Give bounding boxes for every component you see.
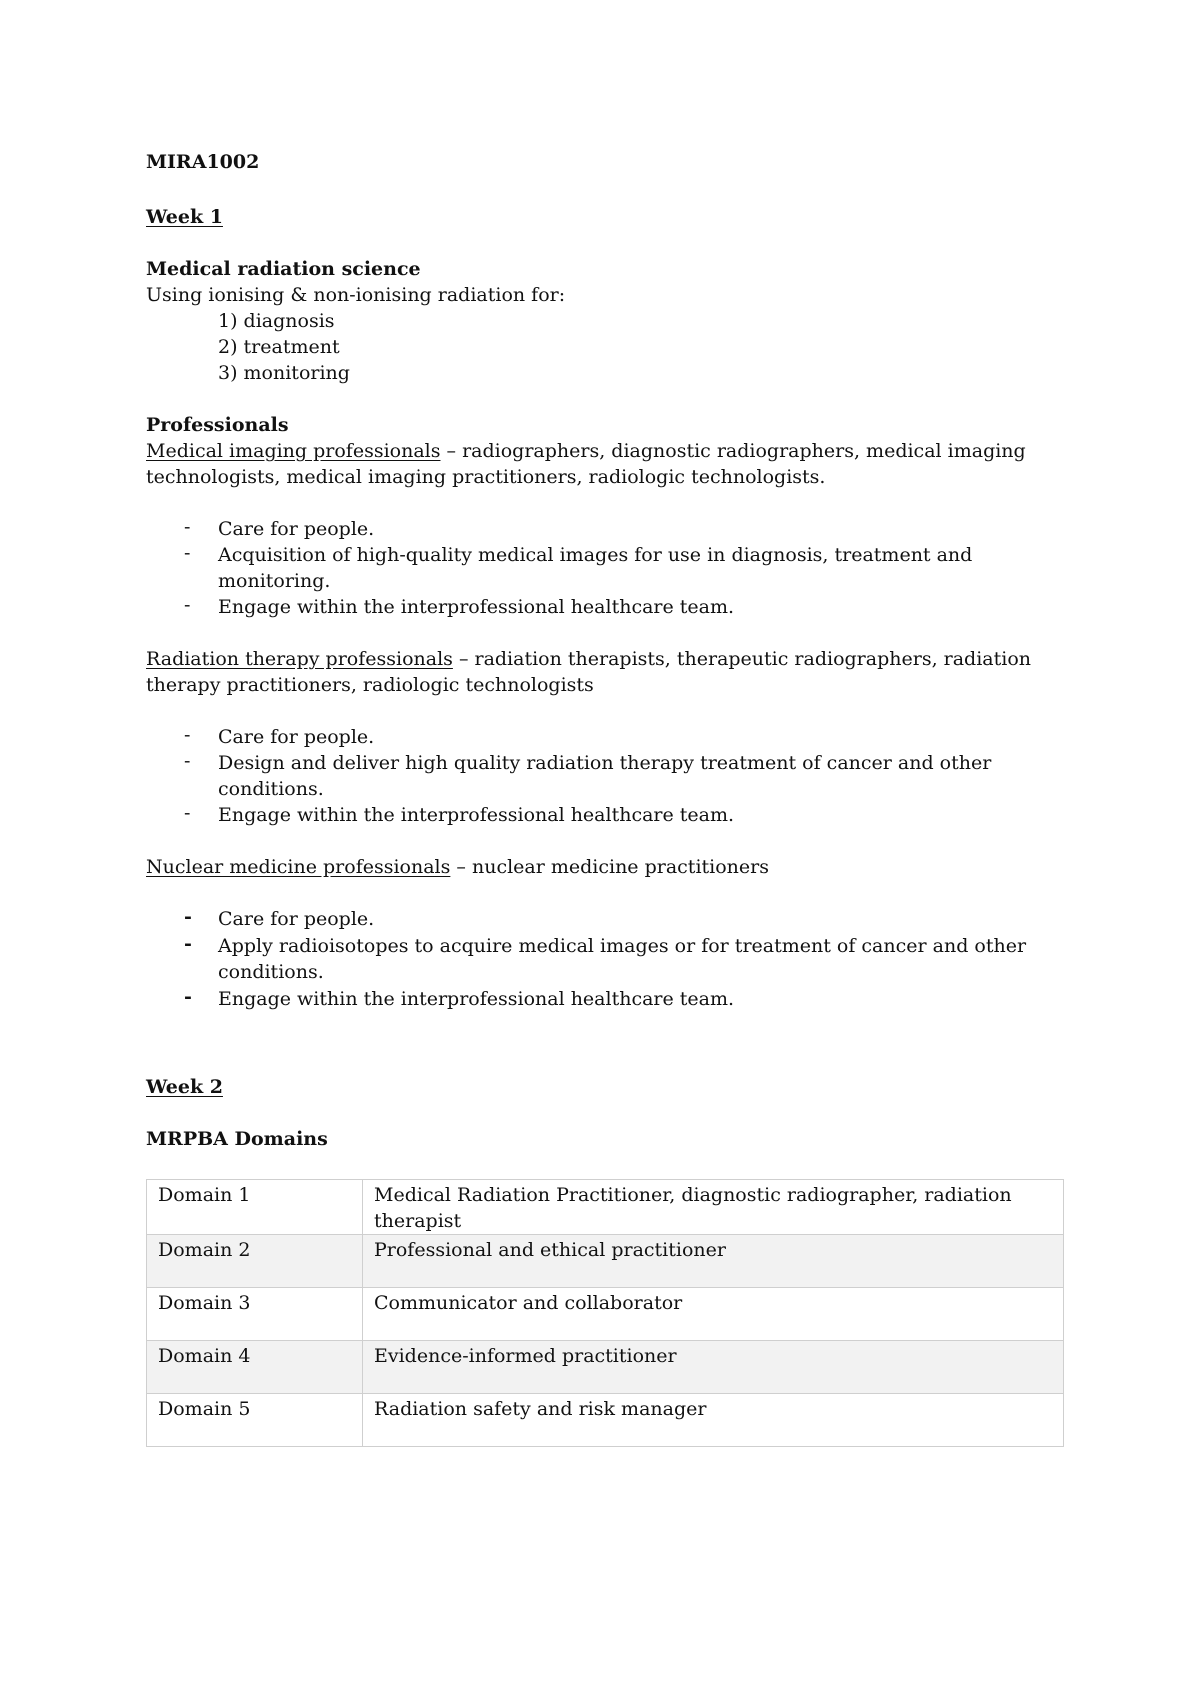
- table-cell-domain: Domain 5: [147, 1394, 363, 1447]
- table-row: [147, 1180, 1064, 1235]
- uses-intro: Using ionising & non-ionising radiation for:: [146, 284, 566, 306]
- group-title: Radiation therapy professionals: [146, 648, 453, 670]
- list-item-text: Acquisition of high-quality medical images for use in diagnosis, treatment and monitoring.: [218, 544, 973, 592]
- table-row: [147, 1288, 1064, 1341]
- bullet-dash: -: [184, 906, 192, 928]
- list-item-text: Engage within the interprofessional healthcare team.: [218, 596, 735, 618]
- list-item-text: Apply radioisotopes to acquire medical images or for treatment of cancer and other conditions.: [218, 935, 1027, 983]
- group-roles-continued: technologists, medical imaging practitioners, radiologic technologists.: [146, 466, 826, 488]
- group-description: [146, 646, 1031, 672]
- table-row: [147, 1394, 1064, 1447]
- week2-heading: Week 2: [146, 1076, 223, 1098]
- table-cell-description: Communicator and collaborator: [363, 1288, 1064, 1341]
- table-cell-domain: Domain 2: [147, 1235, 363, 1288]
- bullet-dash: -: [184, 802, 191, 824]
- bullet-dash: -: [184, 750, 191, 772]
- list-item-text: Engage within the interprofessional healthcare team.: [218, 804, 735, 826]
- table-cell-domain: Domain 4: [147, 1341, 363, 1394]
- group-roles: – nuclear medicine practitioners: [450, 856, 769, 878]
- bullet-dash: -: [184, 986, 192, 1008]
- week1-heading: Week 1: [146, 206, 223, 228]
- group-roles-continued: therapy practitioners, radiologic technologists: [146, 674, 594, 696]
- use-item: 2) treatment: [218, 336, 340, 358]
- list-item-text: Design and deliver high quality radiation therapy treatment of cancer and other conditions.: [218, 752, 992, 800]
- list-item-text: Care for people.: [218, 726, 375, 748]
- bullet-dash: -: [184, 516, 191, 538]
- table-cell-description: Evidence-informed practitioner: [363, 1341, 1064, 1394]
- bullet-dash: -: [184, 724, 191, 746]
- professionals-heading: Professionals: [146, 414, 289, 436]
- section-title-mrpba-domains: MRPBA Domains: [146, 1128, 328, 1150]
- section-title-medical-radiation-science: Medical radiation science: [146, 258, 421, 280]
- table-row: [147, 1235, 1064, 1288]
- group-description: [146, 854, 769, 880]
- list-item-text: Care for people.: [218, 908, 375, 930]
- domains-table: [146, 1179, 1064, 1447]
- table-cell-description: Radiation safety and risk manager: [363, 1394, 1064, 1447]
- table-row: [147, 1341, 1064, 1394]
- use-item: 3) monitoring: [218, 362, 350, 384]
- group-roles: – radiation therapists, therapeutic radiographers, radiation: [452, 648, 1032, 670]
- table-cell-domain: Domain 3: [147, 1288, 363, 1341]
- group-description: [146, 438, 1026, 464]
- group-roles: – radiographers, diagnostic radiographers, medical imaging: [440, 440, 1026, 462]
- list-item-text: Care for people.: [218, 518, 375, 540]
- bullet-dash: -: [184, 542, 191, 564]
- group-title: Nuclear medicine professionals: [146, 856, 451, 878]
- list-item-text: Engage within the interprofessional healthcare team.: [218, 988, 735, 1010]
- group-title: Medical imaging professionals: [146, 440, 441, 462]
- course-code: MIRA1002: [146, 151, 260, 173]
- table-cell-domain: Domain 1: [147, 1180, 363, 1235]
- table-cell-description: Professional and ethical practitioner: [363, 1235, 1064, 1288]
- use-item: 1) diagnosis: [218, 310, 335, 332]
- table-cell-description: Medical Radiation Practitioner, diagnostic radiographer, radiation therapist: [363, 1180, 1064, 1235]
- bullet-dash: -: [184, 933, 192, 955]
- bullet-dash: -: [184, 594, 191, 616]
